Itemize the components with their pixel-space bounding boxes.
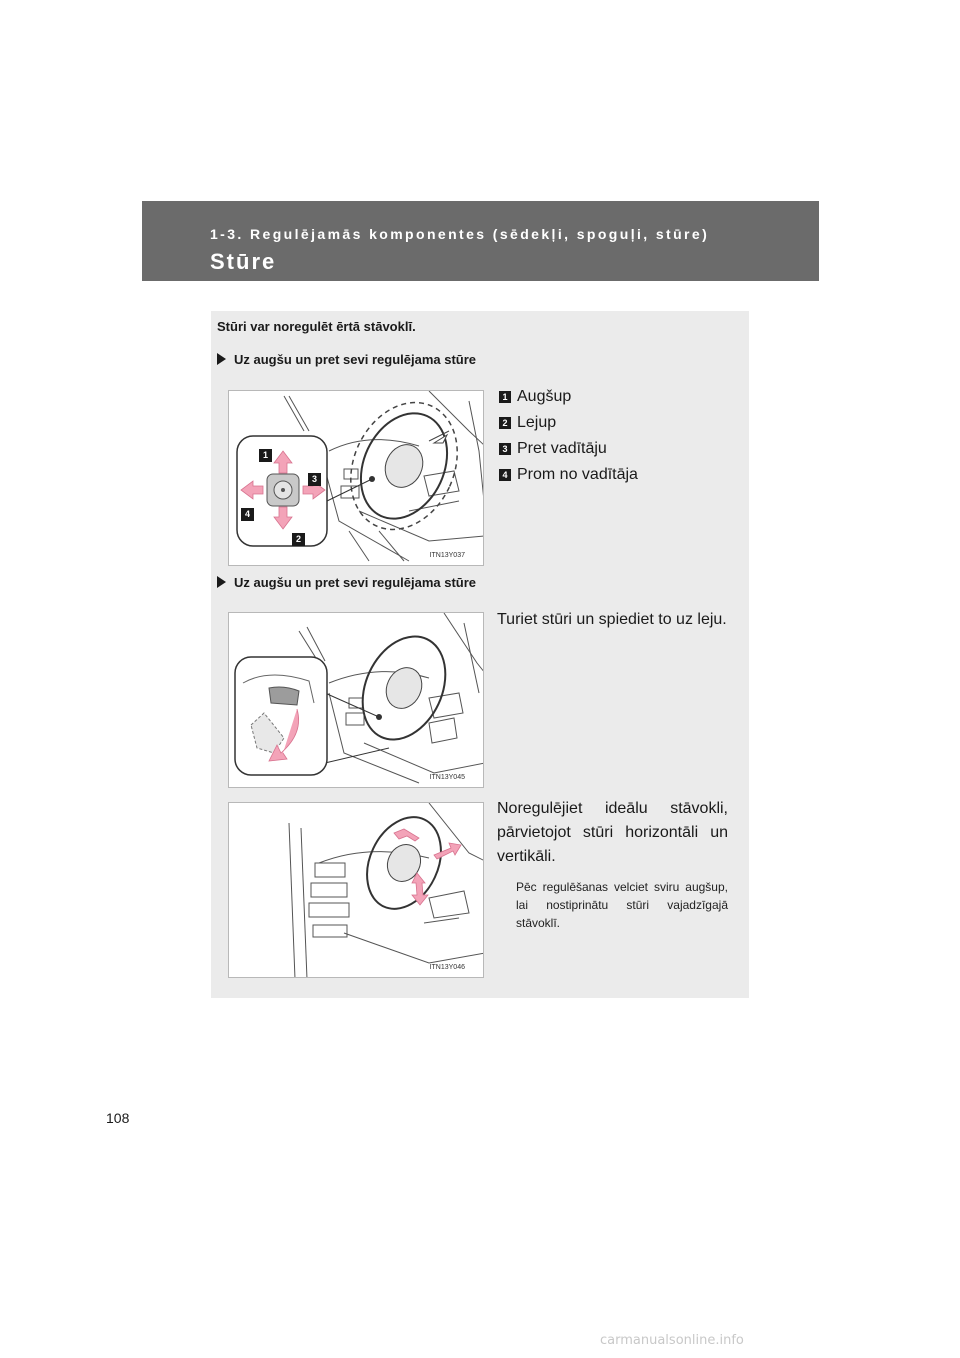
page-title: Stūre — [210, 249, 277, 274]
figure-step-1 — [228, 612, 484, 788]
triangle-bullet-icon — [217, 576, 226, 588]
figure-code: ITN13Y037 — [429, 552, 465, 559]
subsection-heading-1 — [217, 352, 476, 367]
figure-code: ITN13Y046 — [429, 964, 465, 971]
lever-push-illustration — [229, 613, 484, 788]
legend-item — [499, 410, 638, 436]
legend-label: Pret vadītāju — [517, 440, 607, 457]
legend-number: 2 — [499, 417, 511, 429]
figure-steering-adjust — [228, 390, 484, 566]
figure-step-2 — [228, 802, 484, 978]
subsection-heading-2-text: Uz augšu un pret sevi regulējama stūre — [234, 575, 477, 590]
intro-text: Stūri var noregulēt ērtā stāvoklī. — [217, 319, 416, 334]
legend-label: Augšup — [517, 388, 572, 405]
step-2-text: Noregulējiet ideālu stāvokli, pārvietojot stūri horizontāli un vertikāli. — [497, 800, 728, 865]
watermark-footer: carmanualsonline.info — [600, 1333, 744, 1348]
legend-item — [499, 462, 638, 488]
figure-code: ITN13Y045 — [429, 774, 465, 781]
legend-list — [499, 384, 638, 488]
legend-label: Prom no vadītāja — [517, 466, 638, 483]
callout-1: 1 — [259, 449, 272, 462]
wheel-position-illustration — [229, 803, 484, 978]
callout-4: 4 — [241, 508, 254, 521]
legend-number: 4 — [499, 469, 511, 481]
section-title: 1-3. Regulējamās komponentes (sēdekļi, spoguļi, stūre) — [210, 226, 710, 242]
chapter-header — [142, 201, 819, 281]
legend-item — [499, 436, 638, 462]
legend-label: Lejup — [517, 414, 557, 431]
page-number: 108 — [106, 1110, 130, 1126]
subsection-heading-1-text: Uz augšu un pret sevi regulējama stūre — [234, 352, 477, 367]
step-1-text: Turiet stūri un spiediet to uz leju. — [497, 611, 727, 628]
callout-3: 3 — [308, 473, 321, 486]
legend-number: 1 — [499, 391, 511, 403]
step-2-note: Pēc regulēšanas velciet sviru augšup, lai nostiprinātu stūri vajadzīgajā stāvoklī. — [516, 880, 728, 930]
legend-item — [499, 384, 638, 410]
callout-2: 2 — [292, 533, 305, 546]
steering-wheel-illustration — [229, 391, 484, 566]
triangle-bullet-icon — [217, 353, 226, 365]
subsection-heading-2 — [217, 575, 476, 590]
legend-number: 3 — [499, 443, 511, 455]
